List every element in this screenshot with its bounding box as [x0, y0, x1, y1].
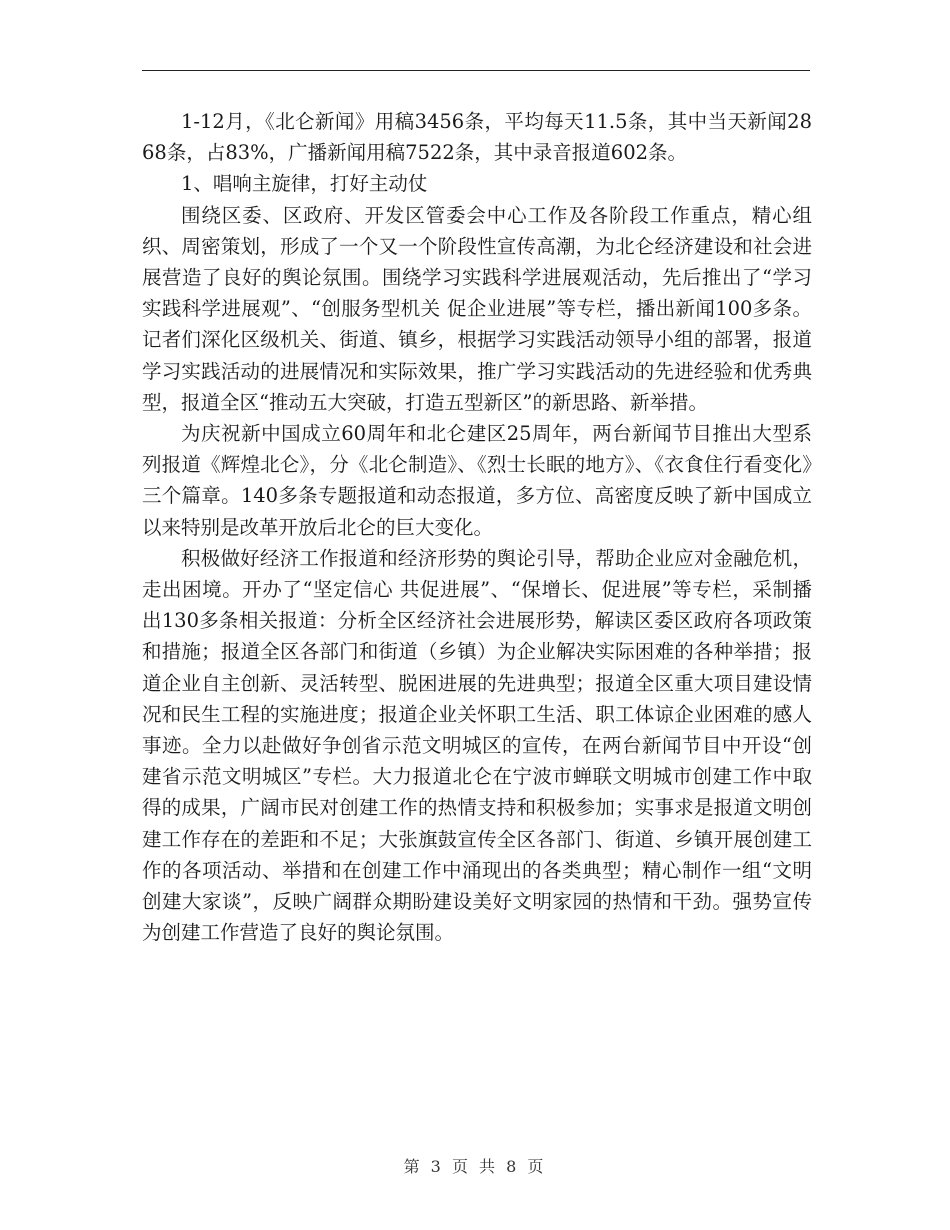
paragraph-statistics: 1-12月，《北仑新闻》用稿3456条，平均每天11.5条，其中当天新闻2868条，占83%，广播新闻用稿7522条，其中录音报道602条。: [142, 110, 812, 165]
paragraph-main-theme: 围绕区委、区政府、开发区管委会中心工作及各阶段工作重点，精心组织、周密策划，形成了一个又一个阶段性宣传高潮，为北仑经济建设和社会进展营造了良好的舆论氛围。围绕学习实践科学进展观活动，先后推出了“学习实践科学进展观”、“创服务型机关 促企业进展”等专栏，播出新闻100多条。记者们深化区级机关、街道、镇乡，根据学习实践活动领导小组的部署，报道学习实践活动的进展情况和实际效果，推广学习实践活动的先进经验和优秀典型，报道全区“推动五大突破，打造五型新区”的新思路、新举措。: [142, 203, 812, 414]
paragraph-economy-civilization: 积极做好经济工作报道和经济形势的舆论引导，帮助企业应对金融危机，走出困境。开办了“坚定信心 共促进展”、“保增长、促进展”等专栏，采制播出130多条相关报道：分析全区经济社会进展形势，解读区委区政府各项政策和措施；报道全区各部门和街道（乡镇）为企业解决实际困难的各种举措；报道企业自主创新、灵活转型、脱困进展的先进典型；报道全区重大项目建设情况和民生工程的实施进度；报道企业关怀职工生活、职工体谅企业困难的感人事迹。全力以赴做好争创省示范文明城区的宣传，在两台新闻节目中开设“创建省示范文明城区”专栏。大力报道北仑在宁波市蝉联文明城市创建工作中取得的成果，广阔市民对创建工作的热情支持和积极参加；实事求是报道文明创建工作存在的差距和不足；大张旗鼓宣传全区各部门、街道、乡镇开展创建工作的各项活动、举措和在创建工作中涌现出的各类典型；精心制作一组“文明创建大家谈”，反映广阔群众期盼建设美好文明家园的热情和干劲。强势宣传为创建工作营造了良好的舆论氛围。: [142, 546, 812, 945]
document-body: [142, 106, 812, 948]
header-rule: [142, 70, 810, 71]
paragraph-anniversary: 为庆祝新中国成立60周年和北仑建区25周年，两台新闻节目推出大型系列报道《辉煌北仑》，分《北仑制造》、《烈士长眠的地方》、《衣食住行看变化》三个篇章。140多条专题报道和动态报道，多方位、高密度反映了新中国成立以来特别是改革开放后北仑的巨大变化。: [142, 422, 812, 539]
page-number-footer: 第 3 页 共 8 页: [403, 1157, 547, 1176]
section-heading: 1、唱响主旋律，打好主动仗: [181, 172, 428, 196]
